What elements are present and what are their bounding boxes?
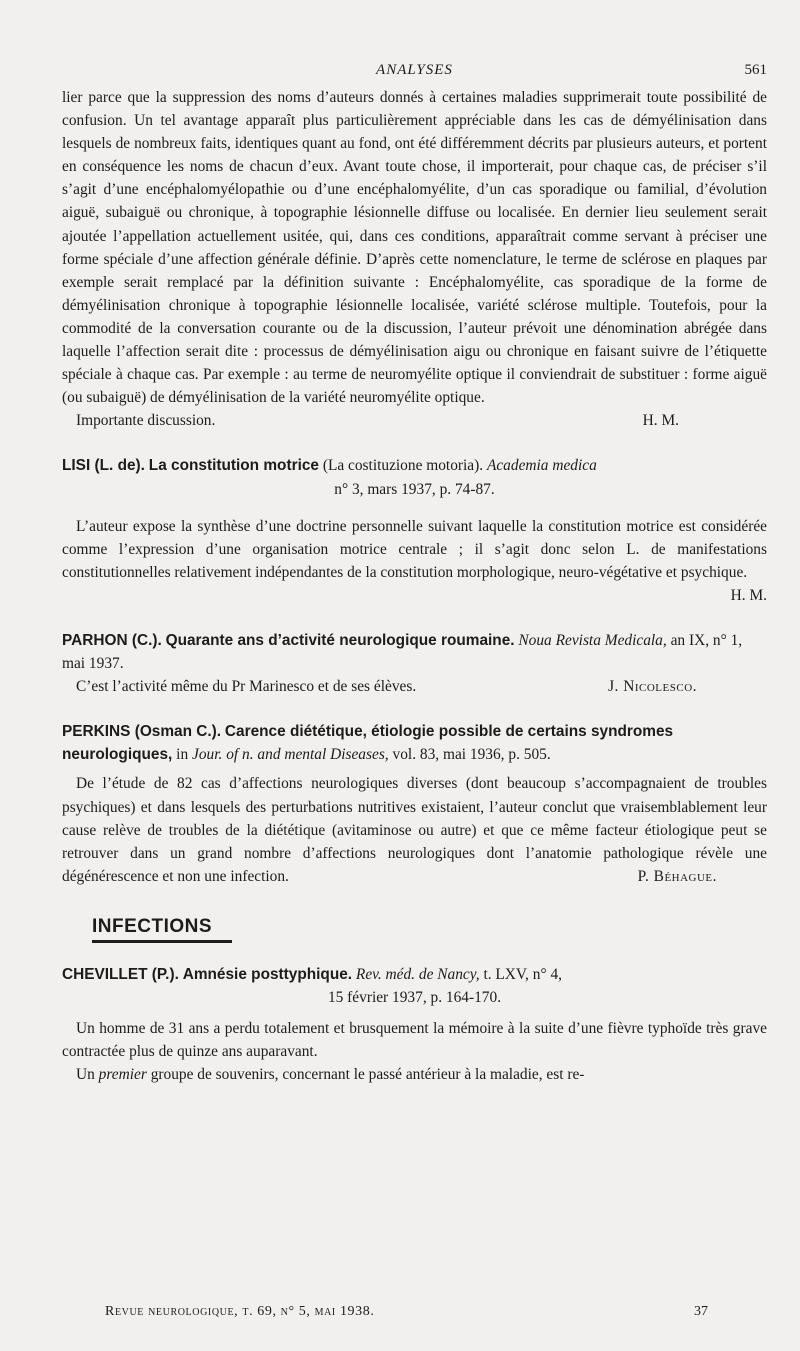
entry-title: Quarante ans d’activité neurologique roumaine. <box>165 631 515 649</box>
entry-heading-perkins <box>62 720 767 766</box>
entry-original-title: (La costituzione motoria). <box>322 457 484 475</box>
page <box>62 62 767 1086</box>
signature: P. Béhague. <box>637 867 717 885</box>
entry-heading-chevillet <box>62 963 767 1009</box>
section-title: INFECTIONS <box>92 915 213 937</box>
signature: J. Nicolesco. <box>608 678 697 696</box>
entry-journal: Jour. of n. and mental Diseases, <box>192 746 389 764</box>
entry-in: in <box>176 746 189 764</box>
entry-title: Carence diététique, étiologie possible de certains syndromes neurologiques, <box>62 723 674 764</box>
entry-reference: n° 3, mars 1937, p. 74-87. <box>334 480 495 498</box>
entry-author: CHEVILLET (P.). <box>62 965 179 983</box>
page-footer <box>105 1304 708 1320</box>
entry-heading-lisi <box>62 454 767 500</box>
entry-abstract-line <box>62 675 767 698</box>
entry-reference: t. LXV, n° 4, <box>483 965 562 983</box>
entry-abstract-continued <box>62 1063 767 1086</box>
running-head <box>62 62 767 86</box>
entry-title: La constitution motrice <box>148 457 319 475</box>
entry-reference: vol. 83, mai 1936, p. 505. <box>392 746 551 764</box>
review-closing <box>62 409 767 432</box>
footer-journal: Revue neurologique, t. 69, n° 5, mai 1938. <box>105 1304 375 1319</box>
entry-title: Amnésie posttyphique. <box>182 965 353 983</box>
text-start: Un <box>76 1066 95 1084</box>
signature: H. M. <box>730 586 767 604</box>
entry-abstract: C’est l’activité même du Pr Marinesco et de ses élèves. <box>76 678 417 696</box>
closing-text: Importante discussion. <box>76 412 216 430</box>
entry-abstract-text: De l’étude de 82 cas d’affections neurologiques diverses (dont beaucoup s’accompagnaient de troubles psychiques) et dans lesquels des perturbations nutritives existaient, l’auteur conclut que vraisemblablement leur cause relève de troubles de la diététique (avitaminose ou autre) et que ce même facteur étiologique peut se retrouver dans un grand nombre d’affections neurologiques dont l’anatomie pathologique révèle une dégénérescence et non une infection. <box>62 775 767 885</box>
entry-heading-parhon <box>62 629 767 675</box>
page-number: 561 <box>744 62 767 78</box>
signature: H. M. <box>642 412 679 430</box>
entry-author: PERKINS (Osman C.). <box>62 723 222 741</box>
entry-author: LISI (L. de). <box>62 457 145 475</box>
footer-page: 37 <box>694 1304 708 1319</box>
text-rest: groupe de souvenirs, concernant le passé antérieur à la maladie, est re- <box>150 1066 585 1084</box>
entry-journal: Rev. méd. de Nancy, <box>355 965 480 983</box>
entry-reference-line2: 15 février 1937, p. 164-170. <box>327 989 502 1006</box>
emphasis: premier <box>98 1066 147 1084</box>
entry-reference: an IX, n° 1, mai 1937. <box>62 631 743 673</box>
entry-author: PARHON (C.). <box>62 631 162 649</box>
entry-abstract <box>62 772 767 887</box>
entry-journal: Noua Revista Medicala, <box>518 631 667 649</box>
entry-abstract: L’auteur expose la synthèse d’une doctrine personnelle suivant laquelle la constitution motrice est considérée comme l’expression d’une organisation motrice centrale ; il s’agit donc selon L. de manifestations constitutionnelles relativement indépendantes de la constitution morphologique, neuro-végétative et psychique. <box>62 517 767 581</box>
entry-abstract: Un homme de 31 ans a perdu totalement et brusquement la mémoire à la suite d’une fièvre typhoïde très grave contractée plus de quinze ans auparavant. <box>62 1020 767 1061</box>
running-title: ANALYSES <box>376 62 453 78</box>
review-paragraph: lier parce que la suppression des noms d’auteurs donnés à certaines maladies supprimerait toute possibilité de confusion. Un tel avantage apparaît plus particulièrement appréciable dans les cas de démyélinisation dans lesquels de nombreux faits, identiques quant au fond, ont été différemment décrits par plusieurs auteurs, et portent en conséquence les noms de chacun d’eux. Avant toute chose, il importerait, pour chaque cas, de préciser s’il s’agit d’une encéphalomyélopathie ou d’une encéphalomyélite, d’un cas sporadique ou familial, d’évolution aiguë, subaiguë ou chronique, à topographie lésionnelle diffuse ou localisée. En dernier lieu seulement serait ajoutée l’appellation actuellement usitée, qui, dans ces conditions, apparaîtrait comme servant à préciser une forme spéciale d’une affection générale définie. D’après cette nomenclature, le terme de sclérose en plaques par exemple serait remplacé par la définition suivante : Encéphalomyélite, cas sporadique de la forme de démyélinisation chronique à topographie lésionnelle localisée, variété sclérose multiple. Toutefois, pour la commodité de la conversation courante ou de la discussion, l’auteur prévoit une dénomination abrégée dans laquelle l’affection serait dite : processus de démyélinisation aigu ou chronique en faisant suivre de l’étiquette spéciale à chaque cas. Par exemple : au terme de neuromyélite optique il conviendrait de substituer : forme aiguë (ou subaiguë) de démyélinisation de la variété neuromyélite optique. <box>62 89 767 407</box>
entry-journal: Academia medica <box>486 457 597 475</box>
